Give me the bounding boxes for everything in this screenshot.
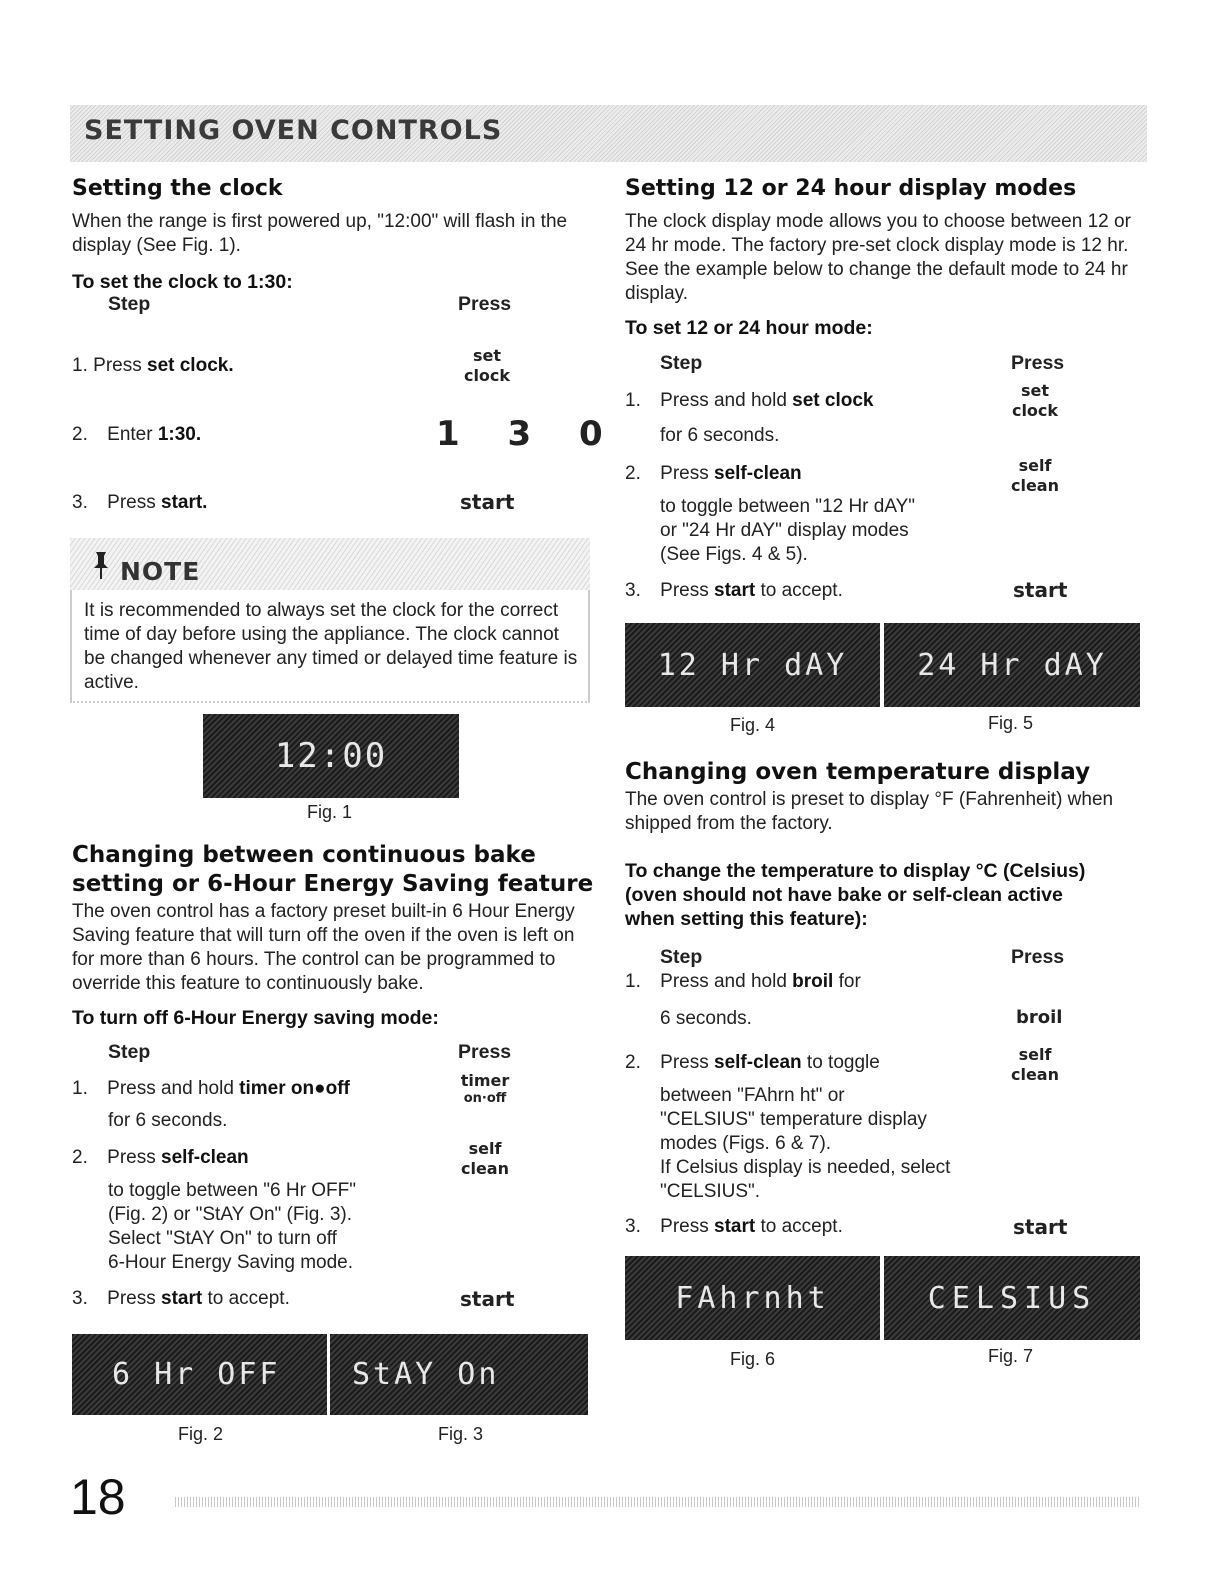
hour-mode-subtitle: To set 12 or 24 hour mode: [625,317,873,339]
clock-subtitle: To set the clock to 1:30: [72,271,293,293]
page-number: 18 [70,1469,126,1525]
energy-step-2: 2. Press self-clean [72,1147,249,1168]
banner-title: SETTING OVEN CONTROLS [84,115,503,146]
energy-step-3: 3. Press start to accept. [72,1288,290,1309]
fig1-caption: Fig. 1 [307,802,353,822]
energy-subtitle: To turn off 6-Hour Energy saving mode: [72,1007,439,1029]
temp-subtitle-1: To change the temperature to display °C (Celsius) [625,860,1086,882]
self-clean-key: self clean [1010,456,1059,495]
clock-step-2: 2. Enter 1:30. [72,424,202,445]
timer-onoff-key: timer on·off [460,1071,510,1106]
temp-step-3: 3. Press start to accept. [625,1216,843,1237]
broil-key: broil [1016,1007,1063,1028]
hour-mode-step-3: 3. Press start to accept. [625,580,843,601]
start-key: start [460,1287,515,1311]
fig7-display: CELSIUS [884,1256,1140,1340]
clock-step-1: 1. Press set clock. [72,355,234,376]
fig2-display: 6 Hr OFF [72,1334,327,1415]
temp-step-1-cont: 6 seconds. [660,1008,752,1029]
temp-step-2-cont: between "FAhrn ht" or "CELSIUS" temperature display modes (Figs. 6 & 7). If Celsius display is needed, select "CELSIUS". [660,1085,951,1202]
start-key: start [460,490,515,514]
fig3-caption: Fig. 3 [438,1424,484,1444]
fig4-caption: Fig. 4 [730,715,776,735]
temp-press-header: Press [1011,946,1065,968]
temp-heading: Changing oven temperature display [625,759,1091,785]
temp-subtitle-3: when setting this feature): [625,908,868,930]
hour-mode-press-header: Press [1011,352,1065,374]
start-key: start [1013,1215,1068,1239]
clock-step-3: 3. Press start. [72,492,208,513]
clock-heading: Setting the clock [72,176,283,201]
hour-mode-intro: The clock display mode allows you to choose between 12 or 24 hr mode. The factory pre-set clock display mode is 12 hr. See the example below to change the default mode to 24 hr display. [625,211,1131,304]
clock-press-header: Press [458,293,512,315]
fig5-caption: Fig. 5 [988,713,1034,733]
temp-step-1: 1. Press and hold broil for [625,971,861,992]
hour-mode-step-2-cont: to toggle between "12 Hr dAY" or "24 Hr dAY" display modes (See Figs. 4 & 5). [660,496,916,565]
self-clean-key: self clean [460,1139,509,1178]
note-text: It is recommended to always set the clock for the correct time of day before using the appliance. The clock cannot be changed whenever any timed or delayed time feature is active. [84,600,578,693]
fig6-display: FAhrnht [625,1256,880,1340]
temp-intro: The oven control is preset to display °F (Fahrenheit) when shipped from the factory. [625,789,1114,834]
footer-rule [175,1497,1140,1507]
energy-step-2-cont: to toggle between "6 Hr OFF" (Fig. 2) or "StAY On" (Fig. 3). Select "StAY On" to turn off 6-Hour Energy Saving mode. [108,1180,356,1273]
section-banner [70,105,1147,162]
energy-press-header: Press [458,1041,512,1063]
energy-heading-1: Changing between continuous bake [72,842,536,868]
energy-heading-2: setting or 6-Hour Energy Saving feature [72,871,594,897]
set-clock-key: set clock [463,346,511,385]
self-clean-key: self clean [1010,1045,1059,1084]
fig2-caption: Fig. 2 [178,1424,224,1444]
fig3-display: StAY On [330,1334,588,1415]
temp-step-2: 2. Press self-clean to toggle [625,1052,880,1073]
set-clock-key: set clock [1011,381,1059,420]
fig5-display: 24 Hr dAY [884,623,1140,707]
hour-mode-heading: Setting 12 or 24 hour display modes [625,176,1077,201]
fig6-caption: Fig. 6 [730,1349,776,1369]
start-key: start [1013,578,1068,602]
temp-subtitle-2: (oven should not have bake or self-clean active [625,884,1063,906]
pushpin-icon [92,550,110,586]
temp-step-header: Step [660,946,703,968]
hour-mode-step-header: Step [660,352,703,374]
clock-intro: When the range is first powered up, "12:00" will flash in the display (See Fig. 1). [72,211,568,256]
note-box [70,538,590,703]
note-title: NOTE [92,550,200,586]
fig4-display: 12 Hr dAY [625,623,880,707]
digit-keys: 1 3 0 [436,414,621,454]
energy-step-header: Step [108,1041,151,1063]
hour-mode-step-1: 1. Press and hold set clock [625,390,874,411]
energy-step-1: 1. Press and hold timer on●off [72,1078,350,1099]
fig7-caption: Fig. 7 [988,1346,1034,1366]
clock-step-header: Step [108,293,151,315]
hour-mode-step-2: 2. Press self-clean [625,463,802,484]
energy-step-1-cont: for 6 seconds. [108,1110,228,1131]
hour-mode-step-1-cont: for 6 seconds. [660,425,780,446]
fig1-display: 12:00 [203,714,459,798]
energy-intro: The oven control has a factory preset built-in 6 Hour Energy Saving feature that will turn off the oven if the oven is left on for more than 6 hours. The control can be programmed to override this feature to continuously bake. [72,901,575,994]
